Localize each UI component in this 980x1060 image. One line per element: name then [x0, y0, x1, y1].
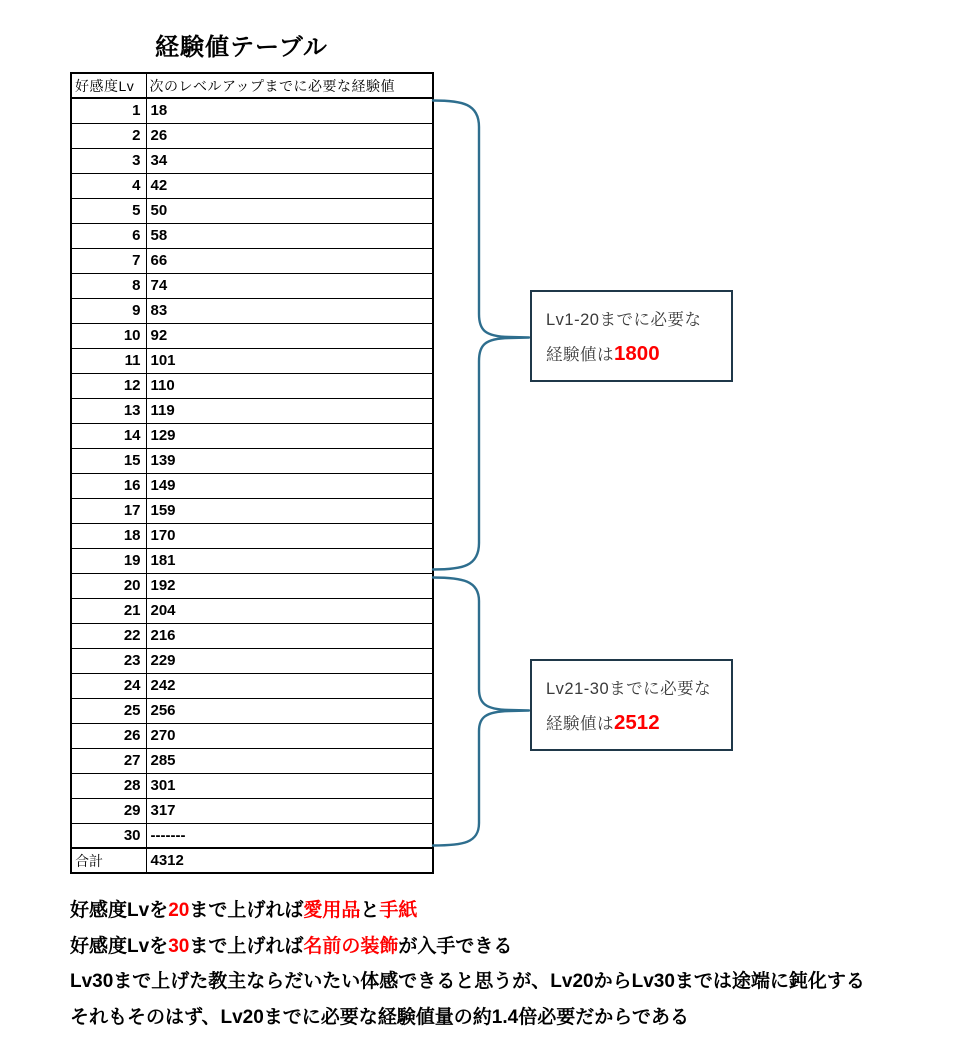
exp-cell: 256 — [146, 698, 433, 723]
level-cell: 16 — [71, 473, 146, 498]
level-cell: 17 — [71, 498, 146, 523]
level-cell: 22 — [71, 623, 146, 648]
level-cell: 2 — [71, 123, 146, 148]
table-row — [71, 173, 433, 198]
column-header-exp: 次のレベルアップまでに必要な経験値 — [146, 73, 433, 98]
note-text: が入手できる — [398, 935, 513, 957]
brace-lv21-30 — [433, 578, 529, 846]
table-row — [71, 823, 433, 848]
exp-cell: 129 — [146, 423, 433, 448]
level-cell: 29 — [71, 798, 146, 823]
level-cell: 10 — [71, 323, 146, 348]
callout-line1: Lv1-20までに必要な — [546, 311, 702, 329]
callout-value: 2512 — [614, 711, 660, 734]
table-row — [71, 248, 433, 273]
total-label: 合計 — [71, 848, 146, 873]
exp-cell: 270 — [146, 723, 433, 748]
note-text: まで上げれば — [189, 935, 304, 957]
note-text: 好感度Lvを — [70, 935, 169, 957]
exp-cell: 119 — [146, 398, 433, 423]
note-line — [70, 929, 970, 965]
callout-lv1-20 — [530, 290, 733, 382]
table-row — [71, 223, 433, 248]
table-row — [71, 548, 433, 573]
level-cell: 18 — [71, 523, 146, 548]
level-cell: 15 — [71, 448, 146, 473]
exp-cell: 317 — [146, 798, 433, 823]
note-highlight: 20 — [168, 900, 190, 921]
level-cell: 23 — [71, 648, 146, 673]
callout-line2: 経験値は2512 — [546, 711, 660, 734]
callout-lv21-30 — [530, 659, 733, 751]
table-total-row — [71, 848, 433, 873]
level-cell: 13 — [71, 398, 146, 423]
exp-cell: 170 — [146, 523, 433, 548]
level-cell: 9 — [71, 298, 146, 323]
table-row — [71, 398, 433, 423]
note-line — [70, 1000, 970, 1036]
table-row — [71, 148, 433, 173]
exp-cell: 181 — [146, 548, 433, 573]
exp-cell: 110 — [146, 373, 433, 398]
table-row — [71, 298, 433, 323]
table-row — [71, 473, 433, 498]
column-header-level: 好感度Lv — [71, 73, 146, 98]
exp-cell: ------- — [146, 823, 433, 848]
table-row — [71, 348, 433, 373]
note-highlight: 手紙 — [379, 900, 418, 921]
callout-line1: Lv21-30までに必要な — [546, 680, 712, 698]
level-cell: 24 — [71, 673, 146, 698]
exp-cell: 42 — [146, 173, 433, 198]
notes-block — [70, 893, 970, 1035]
level-cell: 30 — [71, 823, 146, 848]
table-row — [71, 723, 433, 748]
note-text: まで上げれば — [189, 900, 304, 921]
exp-cell: 301 — [146, 773, 433, 798]
exp-cell: 18 — [146, 98, 433, 123]
table-row — [71, 98, 433, 123]
note-text: それもそのはず、Lv20までに必要な経験値量の約1.4倍必要だからである — [70, 1006, 690, 1028]
level-cell: 11 — [71, 348, 146, 373]
brace-lv1-20 — [433, 101, 529, 570]
level-cell: 26 — [71, 723, 146, 748]
note-text: Lv30まで上げた教主ならだいたい体感できると思うが、Lv20からLv30までは途端に鈍化する — [70, 971, 865, 992]
exp-cell: 285 — [146, 748, 433, 773]
level-cell: 20 — [71, 573, 146, 598]
level-cell: 27 — [71, 748, 146, 773]
note-line — [70, 893, 970, 929]
level-cell: 1 — [71, 98, 146, 123]
table-row — [71, 273, 433, 298]
level-cell: 3 — [71, 148, 146, 173]
exp-cell: 26 — [146, 123, 433, 148]
exp-cell: 50 — [146, 198, 433, 223]
level-cell: 25 — [71, 698, 146, 723]
experience-table — [70, 72, 434, 874]
table-row — [71, 648, 433, 673]
level-cell: 4 — [71, 173, 146, 198]
callout-line2: 経験値は1800 — [546, 342, 660, 365]
table-row — [71, 423, 433, 448]
level-cell: 21 — [71, 598, 146, 623]
level-cell: 14 — [71, 423, 146, 448]
exp-cell: 159 — [146, 498, 433, 523]
exp-cell: 242 — [146, 673, 433, 698]
exp-cell: 149 — [146, 473, 433, 498]
note-text: 好感度Lvを — [70, 900, 169, 921]
exp-cell: 66 — [146, 248, 433, 273]
note-text: と — [360, 900, 380, 921]
exp-cell: 74 — [146, 273, 433, 298]
exp-cell: 34 — [146, 148, 433, 173]
level-cell: 28 — [71, 773, 146, 798]
level-cell: 19 — [71, 548, 146, 573]
level-cell: 7 — [71, 248, 146, 273]
table-header-row — [71, 73, 433, 98]
exp-cell: 216 — [146, 623, 433, 648]
table-row — [71, 373, 433, 398]
exp-cell: 192 — [146, 573, 433, 598]
exp-cell: 229 — [146, 648, 433, 673]
exp-cell: 139 — [146, 448, 433, 473]
table-row — [71, 598, 433, 623]
exp-cell: 83 — [146, 298, 433, 323]
exp-cell: 92 — [146, 323, 433, 348]
table-row — [71, 798, 433, 823]
table-row — [71, 748, 433, 773]
level-cell: 8 — [71, 273, 146, 298]
table-row — [71, 523, 433, 548]
table-row — [71, 773, 433, 798]
note-line — [70, 964, 970, 1000]
table-row — [71, 123, 433, 148]
exp-cell: 101 — [146, 348, 433, 373]
note-highlight: 30 — [168, 935, 190, 957]
level-cell: 12 — [71, 373, 146, 398]
note-highlight: 愛用品 — [303, 900, 361, 921]
callout-value: 1800 — [614, 342, 660, 365]
table-row — [71, 573, 433, 598]
exp-cell: 204 — [146, 598, 433, 623]
table-row — [71, 673, 433, 698]
level-cell: 5 — [71, 198, 146, 223]
table-row — [71, 623, 433, 648]
level-cell: 6 — [71, 223, 146, 248]
table-row — [71, 198, 433, 223]
table-row — [71, 323, 433, 348]
table-row — [71, 698, 433, 723]
exp-cell: 58 — [146, 223, 433, 248]
page-title: 経験値テーブル — [155, 34, 328, 61]
note-highlight: 名前の装飾 — [303, 935, 399, 957]
table-row — [71, 448, 433, 473]
total-value: 4312 — [146, 848, 433, 873]
table-row — [71, 498, 433, 523]
